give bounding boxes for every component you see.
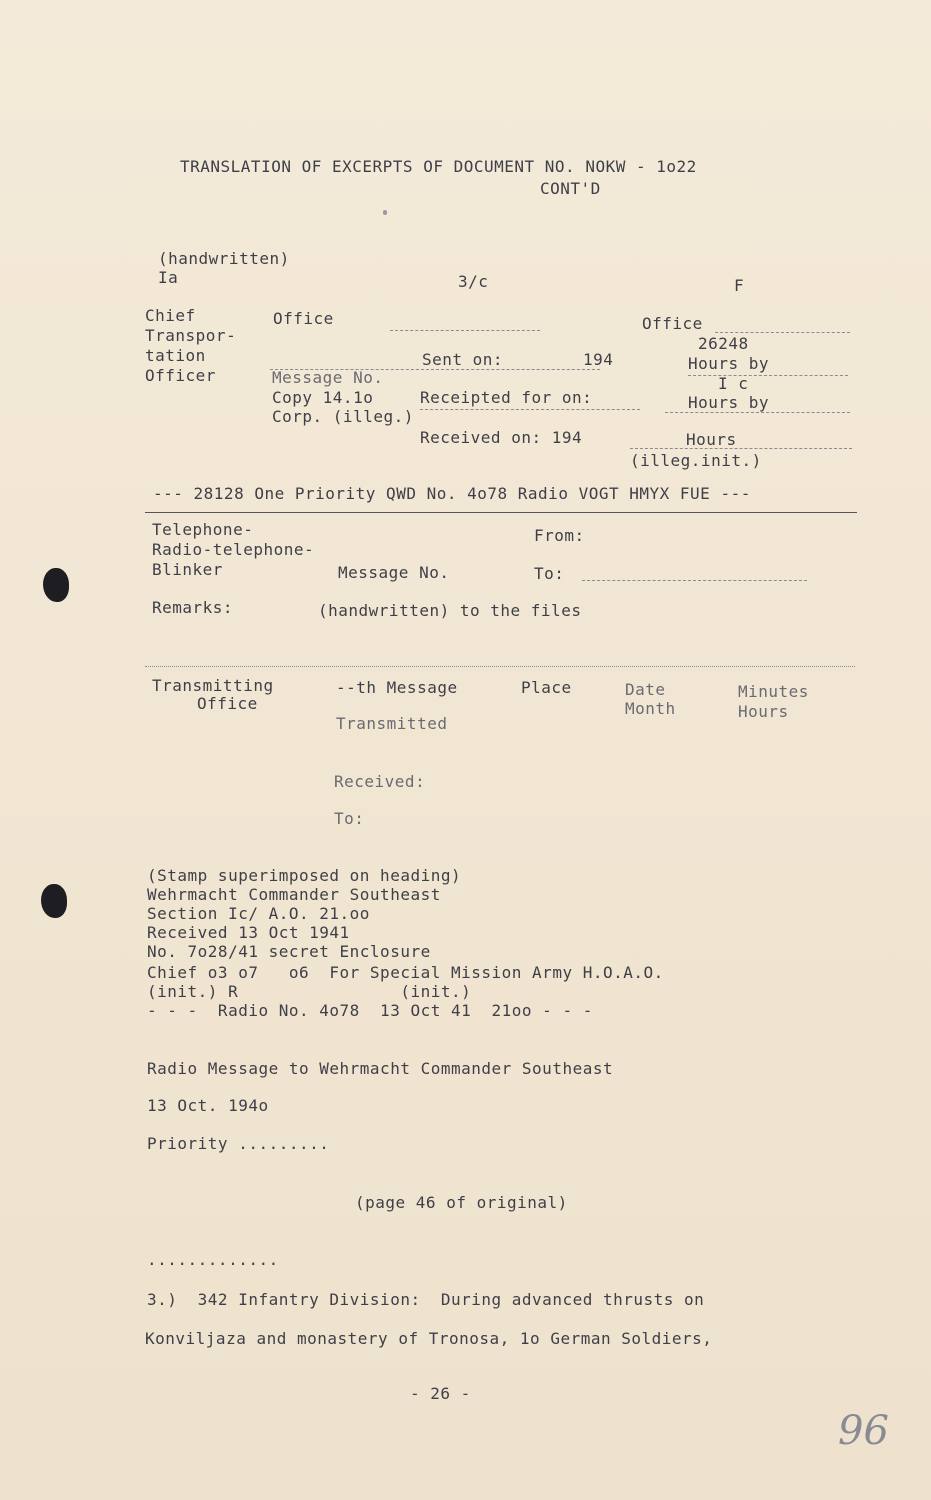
punch-hole	[43, 568, 69, 602]
hours-by-label-1: Hours by	[688, 354, 770, 373]
form-line	[390, 330, 540, 331]
sent-year: 194	[583, 350, 614, 369]
officer-label: Officer	[145, 366, 216, 385]
form-line	[270, 369, 600, 370]
receipted-label: Receipted for on:	[420, 388, 593, 407]
ia-label: Ia	[158, 268, 179, 287]
document-subtitle: CONT'D	[540, 179, 601, 198]
message-no-label-2: Message No.	[338, 563, 450, 582]
form-line	[688, 375, 848, 376]
office-left-label: Office	[273, 309, 334, 328]
date-label: Date	[625, 680, 666, 699]
stamp-line-6: Chief o3 o7 o6 For Special Mission Army H.O.A.O.	[147, 963, 664, 982]
form-line	[715, 332, 850, 333]
received-on-label: Received on: 194	[420, 428, 583, 447]
minutes-label: Minutes	[738, 682, 809, 701]
code-label: 3/c	[458, 272, 489, 291]
ic-label: I c	[718, 374, 749, 393]
transmitting-label: Transmitting	[152, 676, 274, 695]
office-right-label: Office	[642, 314, 703, 333]
office-number: 26248	[698, 334, 749, 353]
corp-label: Corp. (illeg.)	[272, 407, 414, 426]
stamp-line-1: (Stamp superimposed on heading)	[147, 866, 462, 885]
ellipsis-dots: .............	[147, 1250, 279, 1269]
paragraph-line-2: Konviljaza and monastery of Tronosa, 1o German Soldiers,	[145, 1329, 713, 1348]
tation-label: tation	[145, 346, 206, 365]
form-line	[420, 409, 640, 410]
hours-by-label-2: Hours by	[688, 393, 770, 412]
received-label: Received:	[334, 772, 426, 791]
page-number: - 26 -	[410, 1384, 471, 1403]
form-line	[665, 412, 850, 413]
stamp-line-7: (init.) R (init.)	[147, 982, 472, 1001]
radio-message-line: Radio Message to Wehrmacht Commander Southeast	[147, 1059, 614, 1078]
to-label: To:	[534, 564, 565, 583]
stamp-line-2: Wehrmacht Commander Southeast	[147, 885, 441, 904]
hours-label: Hours	[686, 430, 737, 449]
radio-telephone-label: Radio-telephone-	[152, 540, 315, 559]
remarks-label: Remarks:	[152, 598, 234, 617]
blinker-label: Blinker	[152, 560, 223, 579]
priority-label: Priority .........	[147, 1134, 330, 1153]
to-label-2: To:	[334, 809, 365, 828]
transpor-label: Transpor-	[145, 326, 237, 345]
form-line	[582, 580, 807, 581]
f-label: F	[734, 276, 745, 295]
stamp-line-8: - - - Radio No. 4o78 13 Oct 41 21oo - - -	[147, 1001, 593, 1020]
section-divider	[145, 512, 857, 513]
chief-label: Chief	[145, 306, 196, 325]
punch-hole	[41, 884, 67, 918]
document-title: TRANSLATION OF EXCERPTS OF DOCUMENT NO. NOKW - 1o22	[180, 157, 697, 176]
ink-dot	[383, 210, 387, 215]
illeg-init-label: (illeg.init.)	[630, 451, 762, 470]
hours-label-2: Hours	[738, 702, 789, 721]
form-line	[630, 448, 852, 449]
page-note: (page 46 of original)	[355, 1193, 568, 1212]
message-no-label: Message No.	[272, 368, 384, 387]
section-divider	[145, 666, 855, 667]
remarks-text: (handwritten) to the files	[318, 601, 582, 620]
priority-line: --- 28128 One Priority QWD No. 4o78 Radio VOGT HMYX FUE ---	[153, 484, 751, 503]
month-label: Month	[625, 699, 676, 718]
stamp-line-4: Received 13 Oct 1941	[147, 923, 350, 942]
stamp-line-5: No. 7o28/41 secret Enclosure	[147, 942, 431, 961]
th-message-label: --th Message	[336, 678, 458, 697]
stamp-line-3: Section Ic/ A.O. 21.oo	[147, 904, 370, 923]
handwritten-page-number: 96	[838, 1408, 889, 1454]
place-label: Place	[521, 678, 572, 697]
telephone-label: Telephone-	[152, 520, 254, 539]
message-date: 13 Oct. 194o	[147, 1096, 269, 1115]
copy-label: Copy 14.1o	[272, 388, 374, 407]
transmitted-label: Transmitted	[336, 714, 448, 733]
paragraph-line-1: 3.) 342 Infantry Division: During advanced thrusts on	[147, 1290, 705, 1309]
office-label-3: Office	[197, 694, 258, 713]
from-label: From:	[534, 526, 585, 545]
sent-on-label: Sent on:	[422, 350, 504, 369]
handwritten-label: (handwritten)	[158, 249, 290, 268]
